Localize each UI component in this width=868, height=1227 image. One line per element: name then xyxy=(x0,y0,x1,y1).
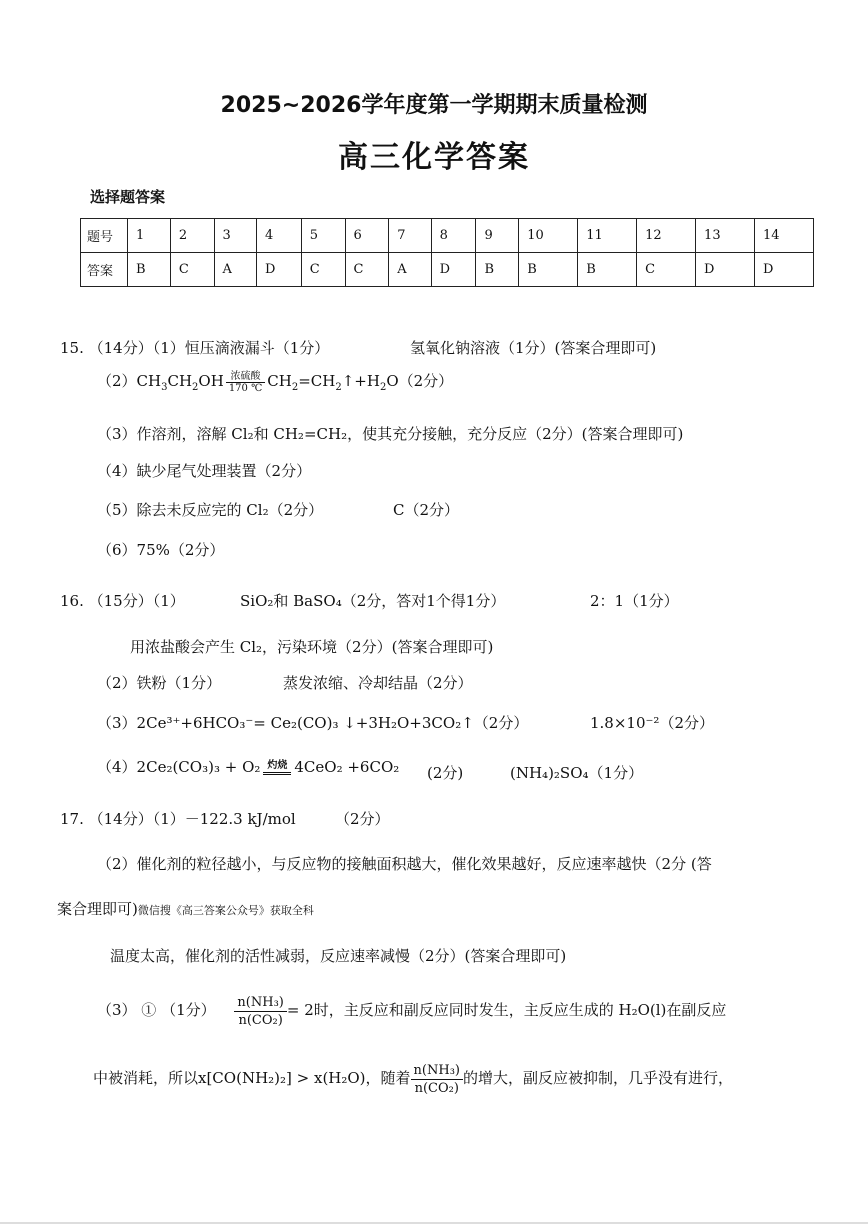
table-cell: B xyxy=(578,253,637,287)
table-cell: 8 xyxy=(431,219,476,253)
q15-part2-equation: $(2)CH_3CH_2OH$ 浓硫酸 170 ℃ $CH_2=CH_2↑+H_2O(2$分） xyxy=(97,370,454,394)
q17-heading-score: （2分） xyxy=(335,810,390,828)
reaction-condition-arrow xyxy=(226,371,265,394)
q15-part2-prefix: （2）CH xyxy=(97,372,162,390)
section-heading: 选择题答案 xyxy=(90,188,166,206)
q17-part2-temperature: 温度太高，催化剂的活性减弱，反应速率减慢（2分）(答案合理即可) xyxy=(110,947,567,965)
table-cell: 14 xyxy=(754,219,813,253)
table-cell: 10 xyxy=(519,219,578,253)
q15-part5-choice: C（2分） xyxy=(393,501,460,519)
table-cell: B xyxy=(128,253,171,287)
q17-part3-line1 xyxy=(97,988,726,1032)
table-row-answers xyxy=(81,253,814,287)
fraction-denominator: n(CO₂) xyxy=(414,1080,459,1096)
table-cell: 12 xyxy=(637,219,696,253)
table-row-numbers xyxy=(81,219,814,253)
table-cell: C xyxy=(301,253,345,287)
table-cell: 9 xyxy=(476,219,519,253)
q16-part4-score: (2分) xyxy=(427,764,464,782)
q15-part6: （6）75%（2分） xyxy=(97,541,225,559)
condition-reagent: 浓硫酸 xyxy=(226,371,265,383)
q15-part2-score: （2分） xyxy=(398,372,454,390)
q17-part2-continued xyxy=(57,898,314,919)
ratio-fraction-2 xyxy=(411,1062,463,1097)
q16-part3-value: 1.8×10⁻²（2分） xyxy=(590,714,714,732)
q16-heading: 16. （15分）（1） xyxy=(60,592,185,610)
table-cell: C xyxy=(170,253,214,287)
q15-heading: 15. （14分）（1）恒压滴液漏斗（1分） xyxy=(60,339,330,357)
watermark-text: 微信搜《高三答案公众号》获取全科 xyxy=(137,904,314,917)
fraction-numerator: n(NH₃) xyxy=(411,1062,463,1080)
table-cell: D xyxy=(754,253,813,287)
document-title: 2025~2026学年度第一学期期末质量检测 xyxy=(220,93,648,118)
q17-part3-suppressed: 的增大，副反应被抑制，几乎没有进行， xyxy=(463,1069,734,1087)
reaction-condition-equals xyxy=(263,761,291,775)
fraction-denominator: n(CO₂) xyxy=(238,1012,283,1028)
q16-part2-method: 蒸发浓缩、冷却结晶（2分） xyxy=(283,674,473,692)
q16-part1-note: 用浓盐酸会产生 Cl₂，污染环境（2分）(答案合理即可) xyxy=(130,638,494,656)
table-cell: 11 xyxy=(578,219,637,253)
table-cell: 1 xyxy=(128,219,171,253)
q16-part4-equation xyxy=(97,756,399,777)
q16-part4-products: 4CeO₂ +6CO₂ xyxy=(294,758,400,776)
q17-part2: （2）催化剂的粒径越小，与反应物的接触面积越大，催化效果越好，反应速率越快（2分 (答 xyxy=(97,855,712,873)
q17-part3-text: = 2时，主反应和副反应同时发生，主反应生成的 H₂O(l)在副反应 xyxy=(286,1001,727,1019)
table-row-label: 题号 xyxy=(81,219,128,253)
table-cell: D xyxy=(256,253,301,287)
q16-part4-reactants: （4）2Ce₂(CO₃)₃ + O₂ xyxy=(97,758,261,776)
table-row-label: 答案 xyxy=(81,253,128,287)
q17-heading: 17. （14分）（1）－122.3 kJ/mol xyxy=(60,810,296,828)
q17-part3-line2 xyxy=(93,1056,733,1100)
table-cell: A xyxy=(389,253,431,287)
document-subtitle: 高三化学答案 xyxy=(338,140,530,175)
q16-part2-answer: （2）铁粉（1分） xyxy=(97,674,222,692)
table-cell: B xyxy=(519,253,578,287)
q15-part4: （4）缺少尾气处理装置（2分） xyxy=(97,462,312,480)
table-cell: 3 xyxy=(214,219,256,253)
table-cell: B xyxy=(476,253,519,287)
table-cell: 6 xyxy=(345,219,389,253)
q17-part3-prefix: （3） ① （1分） xyxy=(97,1001,216,1019)
table-cell: 2 xyxy=(170,219,214,253)
q16-part1-ratio: 2：1（1分） xyxy=(590,592,679,610)
table-cell: D xyxy=(696,253,755,287)
condition-heating: 灼烧 xyxy=(263,761,291,775)
q17-part2-tail: 案合理即可) xyxy=(57,900,138,918)
q16-part3-equation: （3）2Ce³⁺+6HCO₃⁻= Ce₂(CO)₃ ↓+3H₂O+3CO₂↑（2分） xyxy=(97,714,529,732)
table-cell: 7 xyxy=(389,219,431,253)
table-cell: D xyxy=(431,253,476,287)
condition-temperature: 170 ℃ xyxy=(228,382,263,394)
q16-part4-byproduct: (NH₄)₂SO₄（1分） xyxy=(510,764,644,782)
table-cell: A xyxy=(214,253,256,287)
q16-part1-answer: SiO₂和 BaSO₄（2分，答对1个得1分） xyxy=(240,592,506,610)
table-cell: C xyxy=(637,253,696,287)
answer-table xyxy=(80,218,814,287)
q15-naoh-answer: 氢氧化钠溶液（1分）(答案合理即可) xyxy=(410,339,657,357)
table-cell: 5 xyxy=(301,219,345,253)
table-cell: 4 xyxy=(256,219,301,253)
ratio-fraction xyxy=(234,994,286,1029)
q17-part3-consumed: 中被消耗，所以x[CO(NH₂)₂] > x(H₂O)，随着 xyxy=(93,1069,411,1087)
q15-part5: （5）除去未反应完的 Cl₂（2分） xyxy=(97,501,324,519)
fraction-numerator: n(NH₃) xyxy=(234,994,286,1012)
table-cell: C xyxy=(345,253,389,287)
table-cell: 13 xyxy=(696,219,755,253)
q15-part3: （3）作溶剂，溶解 Cl₂和 CH₂=CH₂，使其充分接触，充分反应（2分）(答案合理即可) xyxy=(97,425,684,443)
page-bottom-rule xyxy=(0,1222,868,1224)
